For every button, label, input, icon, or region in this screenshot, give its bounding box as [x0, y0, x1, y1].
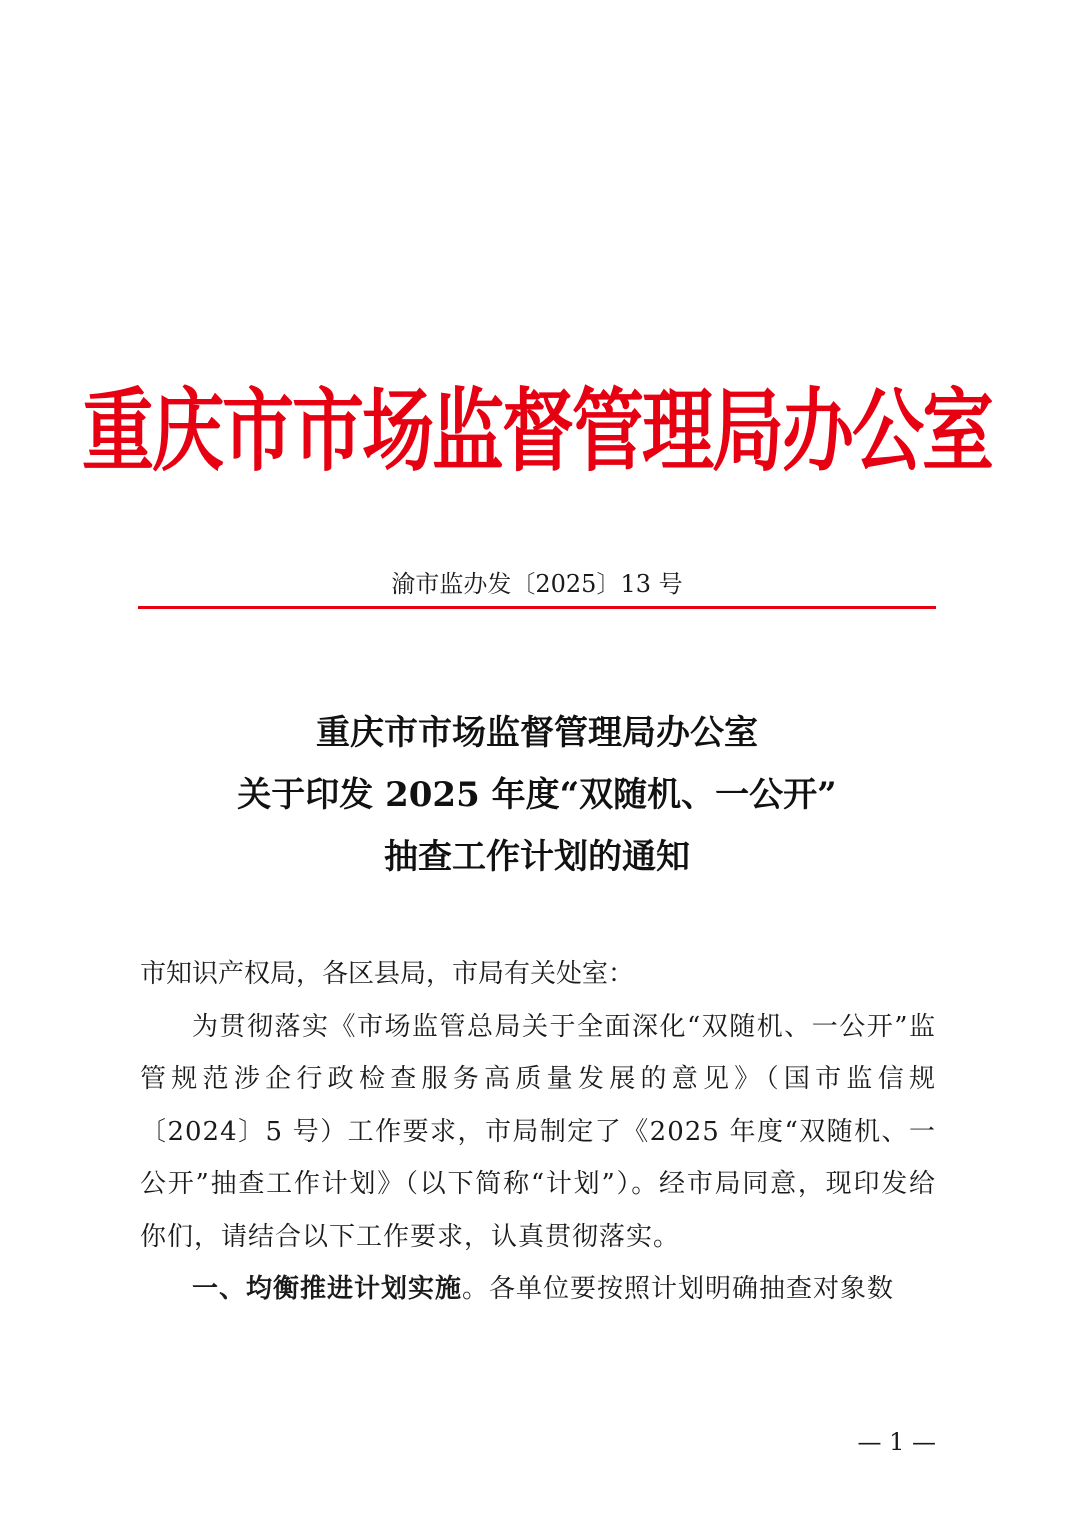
document-body — [140, 948, 936, 1316]
title-line-1: 重庆市市场监督管理局办公室 — [316, 713, 758, 753]
paragraph-2 — [140, 1263, 936, 1316]
red-divider-rule — [138, 606, 936, 609]
masthead-org-name: 重庆市市场监督管理局办公室 — [81, 378, 992, 484]
document-title — [0, 702, 1074, 888]
salutation: 市知识产权局，各区县局，市局有关处室： — [140, 959, 635, 989]
paragraph-2-heading: 一、均衡推进计划实施 — [192, 1274, 463, 1304]
title-line-3: 抽查工作计划的通知 — [384, 837, 690, 877]
paragraph-2-text: 。各单位要按照计划明确抽查对象数 — [462, 1274, 895, 1304]
paragraph-1: 为贯彻落实《市场监管总局关于全面深化“双随机、一公开”监管规范涉企行政检查服务高质量发展的意见》（国市监信规〔2024〕5 号）工作要求，市局制定了《2025 年度“双随机、一公开”抽查工作计划》（以下简称“计划”）。经市局同意，现印发给你们，请结合以下工作要求，认真贯彻落实。 — [140, 1011, 936, 1252]
document-number: 渝市监办发〔2025〕13 号 — [391, 570, 683, 598]
title-line-2: 关于印发 2025 年度“双随机、一公开” — [237, 775, 837, 815]
page-number: — 1 — — [857, 1428, 936, 1456]
